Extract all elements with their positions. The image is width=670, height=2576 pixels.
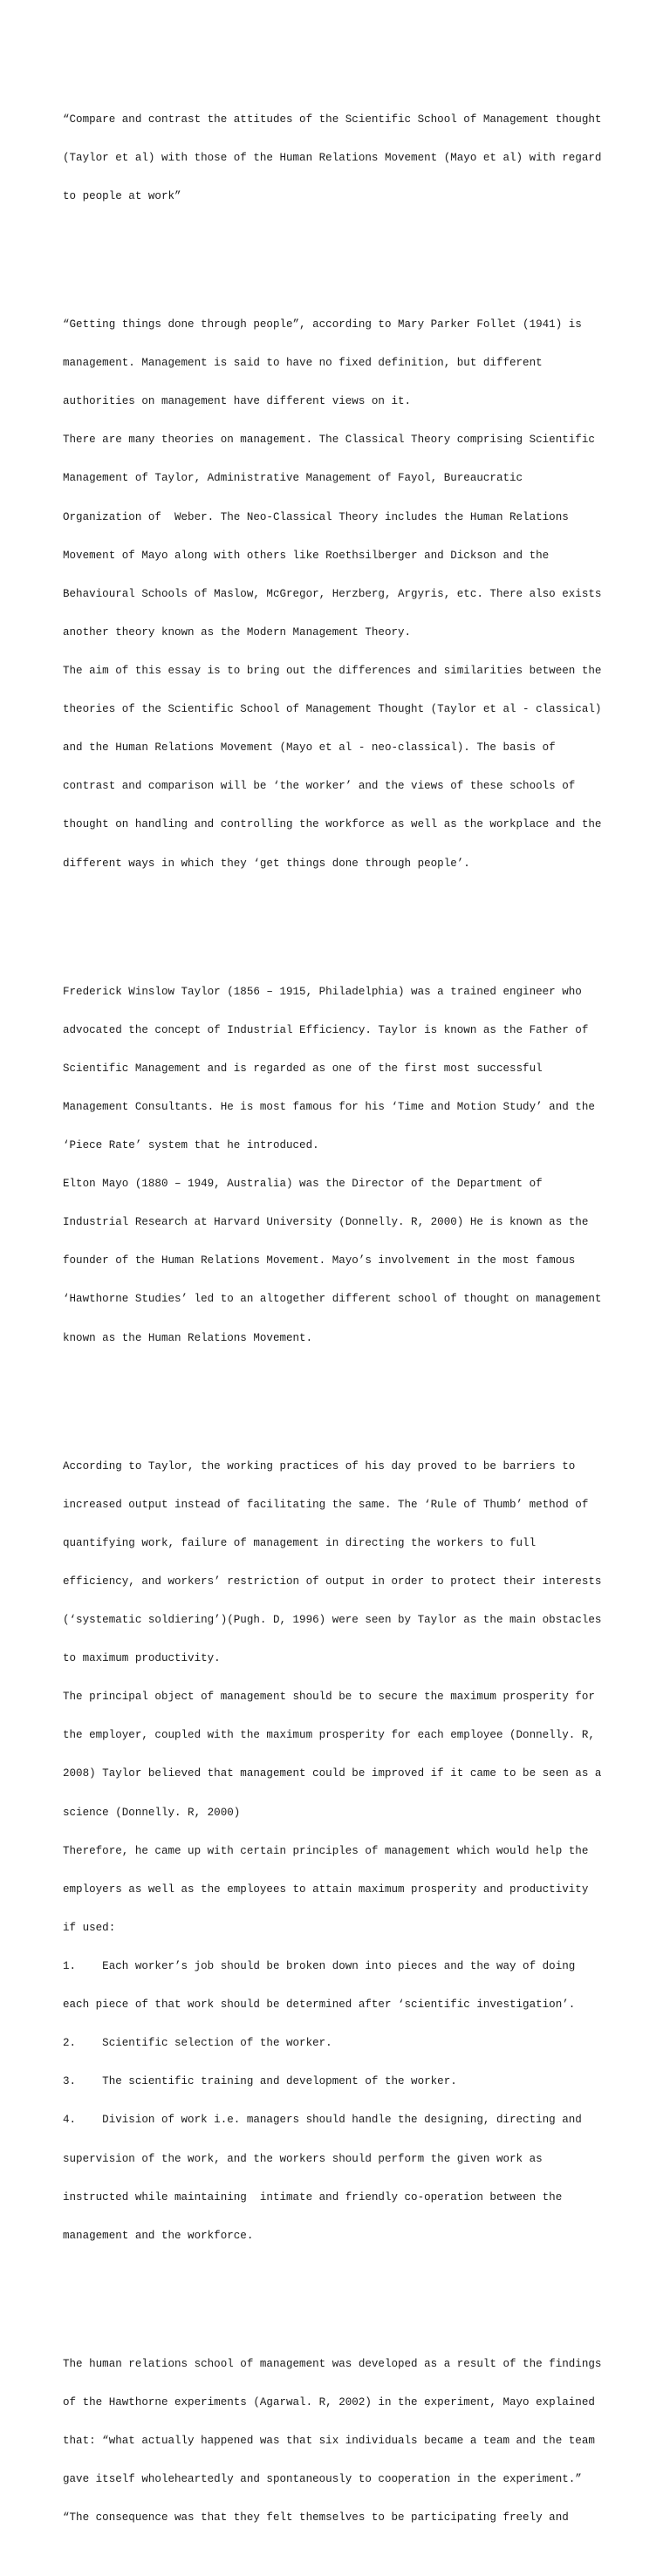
list-item: 3. The scientific training and development of the worker. xyxy=(63,2075,457,2088)
paragraph-gap xyxy=(63,1396,612,1409)
text-line: if used: xyxy=(63,1921,116,1934)
text-line: Elton Mayo (1880 – 1949, Australia) was the Director of the Department of xyxy=(63,1178,543,1191)
text-line: efficiency, and workers’ restriction of output in order to protect their interests xyxy=(63,1575,602,1588)
text-line: theories of the Scientific School of Management Thought (Taylor et al - classical) xyxy=(63,703,602,716)
text-line: that: “what actually happened was that six individuals became a team and the team xyxy=(63,2435,595,2448)
text-line: Movement of Mayo along with others like Roethsilberger and Dickson and the xyxy=(63,549,550,562)
text-line: increased output instead of facilitating the same. The ‘Rule of Thumb’ method of xyxy=(63,1498,589,1511)
text-line: Management of Taylor, Administrative Management of Fayol, Bureaucratic xyxy=(63,472,523,485)
paragraph-gap xyxy=(63,2293,612,2306)
intro-paragraph xyxy=(63,293,612,896)
text-line: quantifying work, failure of management in directing the workers to full xyxy=(63,1536,537,1549)
text-line: Scientific Management and is regarded as one of the first most successful xyxy=(63,1062,543,1075)
text-line: founder of the Human Relations Movement. Mayo’s involvement in the most famous xyxy=(63,1254,576,1268)
text-line: known as the Human Relations Movement. xyxy=(63,1331,313,1344)
text-line: Therefore, he came up with certain principles of management which would help the xyxy=(63,1844,589,1857)
text-line: ‘Piece Rate’ system that he introduced. xyxy=(63,1139,319,1152)
text-line: “Compare and contrast the attitudes of the Scientific School of Management thought xyxy=(63,113,602,126)
biographies-paragraph xyxy=(63,960,612,1370)
human-relations-paragraph xyxy=(63,2332,612,2550)
text-line: and the Human Relations Movement (Mayo et al - neo-classical). The basis of xyxy=(63,741,556,755)
text-line: “Getting things done through people”, according to Mary Parker Follet (1941) is xyxy=(63,318,582,331)
text-line: gave itself wholeheartedly and spontaneously to cooperation in the experiment.” xyxy=(63,2473,582,2486)
text-line: According to Taylor, the working practices of his day proved to be barriers to xyxy=(63,1459,576,1472)
text-line: “The consequence was that they felt themselves to be participating freely and xyxy=(63,2511,569,2525)
text-line: supervision of the work, and the workers should perform the given work as xyxy=(63,2152,543,2165)
text-line: Organization of Weber. The Neo-Classical Theory includes the Human Relations xyxy=(63,510,569,523)
document-body xyxy=(63,62,612,2576)
text-line: Management Consultants. He is most famous for his ‘Time and Motion Study’ and the xyxy=(63,1100,595,1113)
text-line: of the Hawthorne experiments (Agarwal. R, 2002) in the experiment, Mayo explained xyxy=(63,2395,595,2409)
text-line: ‘Hawthorne Studies’ led to an altogether different school of thought on management xyxy=(63,1293,602,1306)
list-item: 1. Each worker’s job should be broken down into pieces and the way of doing xyxy=(63,1960,576,1973)
paragraph-gap xyxy=(63,255,612,268)
list-item: 4. Division of work i.e. managers should handle the designing, directing and xyxy=(63,2114,582,2127)
text-line: instructed while maintaining intimate and friendly co-operation between the xyxy=(63,2190,563,2204)
text-line: the employer, coupled with the maximum prosperity for each employee (Donnelly. R, xyxy=(63,1729,595,1742)
text-line: (Taylor et al) with those of the Human Relations Movement (Mayo et al) with regard xyxy=(63,151,602,164)
text-line: There are many theories on management. The Classical Theory comprising Scientific xyxy=(63,434,595,447)
essay-question xyxy=(63,87,612,229)
text-line: authorities on management have different views on it. xyxy=(63,395,412,408)
text-line: different ways in which they ‘get things done through people’. xyxy=(63,857,470,870)
taylor-paragraph xyxy=(63,1434,612,2268)
text-line: advocated the concept of Industrial Efficiency. Taylor is known as the Father of xyxy=(63,1023,589,1036)
text-line: science (Donnelly. R, 2000) xyxy=(63,1806,241,1819)
text-line: management and the workforce. xyxy=(63,2229,254,2242)
text-line: another theory known as the Modern Management Theory. xyxy=(63,625,412,639)
text-line: The principal object of management should be to secure the maximum prosperity for xyxy=(63,1691,595,1704)
text-line: each piece of that work should be determined after ‘scientific investigation’. xyxy=(63,1999,576,2012)
text-line: to people at work” xyxy=(63,190,181,203)
list-item: 2. Scientific selection of the worker. xyxy=(63,2037,332,2050)
text-line: to maximum productivity. xyxy=(63,1652,221,1665)
text-line: The human relations school of management was developed as a result of the findings xyxy=(63,2357,602,2370)
text-line: Industrial Research at Harvard University (Donnelly. R, 2000) He is known as the xyxy=(63,1216,589,1229)
text-line: (‘systematic soldiering’)(Pugh. D, 1996) were seen by Taylor as the main obstacles xyxy=(63,1614,602,1627)
text-line: thought on handling and controlling the workforce as well as the workplace and the xyxy=(63,818,602,831)
text-line: Behavioural Schools of Maslow, McGregor, Herzberg, Argyris, etc. There also exists xyxy=(63,587,602,600)
paragraph-gap xyxy=(63,921,612,934)
text-line: management. Management is said to have no fixed definition, but different xyxy=(63,357,543,370)
text-line: employers as well as the employees to attain maximum prosperity and productivity xyxy=(63,1882,589,1896)
text-line: Frederick Winslow Taylor (1856 – 1915, Philadelphia) was a trained engineer who xyxy=(63,985,582,998)
text-line: contrast and comparison will be ‘the worker’ and the views of these schools of xyxy=(63,780,576,793)
text-line: The aim of this essay is to bring out the differences and similarities between the xyxy=(63,665,602,678)
text-line: 2008) Taylor believed that management could be improved if it came to be seen as a xyxy=(63,1767,602,1780)
